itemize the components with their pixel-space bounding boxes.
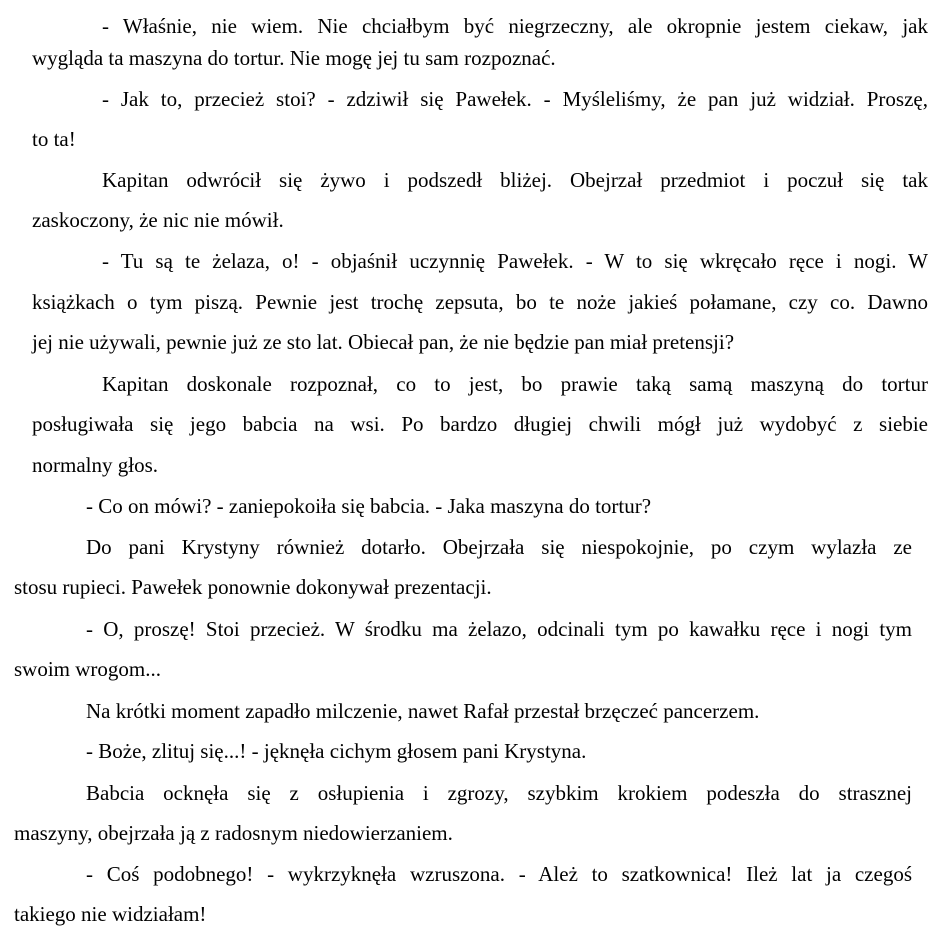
text-line: swoim wrogom...	[14, 657, 161, 681]
text-line: - Co on mówi? - zaniepokoiła się babcia. - Jaka maszyna do tortur?	[86, 494, 652, 518]
text-line: - Jak to, przecież stoi? - zdziwił się Pawełek. - Myśleliśmy, że pan już widział. Proszę,	[102, 87, 928, 111]
text-line: to ta!	[32, 127, 76, 151]
text-line: Babcia ocknęła się z osłupienia i zgrozy, szybkim krokiem podeszła do strasznej	[86, 781, 912, 805]
text-line: stosu rupieci. Pawełek ponownie dokonywał prezentacji.	[14, 575, 492, 599]
text-line: Na krótki moment zapadło milczenie, nawet Rafał przestał brzęczeć pancerzem.	[86, 699, 760, 723]
text-line: - Boże, zlituj się...! - jęknęła cichym głosem pani Krystyna.	[86, 739, 587, 763]
text-line: normalny głos.	[32, 453, 158, 477]
text-line: - O, proszę! Stoi przecież. W środku ma żelazo, odcinali tym po kawałku ręce i nogi tym	[86, 617, 912, 641]
text-line: Kapitan odwrócił się żywo i podszedł bliżej. Obejrzał przedmiot i poczuł się tak	[102, 168, 928, 192]
text-line: jej nie używali, pewnie już ze sto lat. Obiecał pan, że nie będzie pan miał pretensji?	[32, 330, 735, 354]
text-line: posługiwała się jego babcia na wsi. Po bardzo długiej chwili mógł już wydobyć z siebie	[32, 412, 928, 436]
text-line: takiego nie widziałam!	[14, 902, 207, 926]
text-line: zaskoczony, że nic nie mówił.	[32, 208, 284, 232]
text-line: - Tu są te żelaza, o! - objaśnił uczynnię Pawełek. - W to się wkręcało ręce i nogi. W	[102, 249, 928, 273]
text-line: maszyny, obejrzała ją z radosnym niedowierzaniem.	[14, 821, 453, 845]
text-line: - Coś podobnego! - wykrzyknęła wzruszona. - Ależ to szatkownica! Ileż lat ja czegoś	[86, 862, 912, 886]
text-line: Do pani Krystyny również dotarło. Obejrzała się niespokojnie, po czym wylazła ze	[86, 535, 912, 559]
text-line: Kapitan doskonale rozpoznał, co to jest, bo prawie taką samą maszyną do tortur	[102, 372, 928, 396]
text-line: książkach o tym piszą. Pewnie jest trochę zepsuta, bo te noże jakieś połamane, czy co. Dawno	[32, 290, 928, 314]
text-line: wygląda ta maszyna do tortur. Nie mogę jej tu sam rozpoznać.	[32, 46, 556, 70]
text-line: - Właśnie, nie wiem. Nie chciałbym być niegrzeczny, ale okropnie jestem ciekaw, jak	[102, 14, 928, 38]
